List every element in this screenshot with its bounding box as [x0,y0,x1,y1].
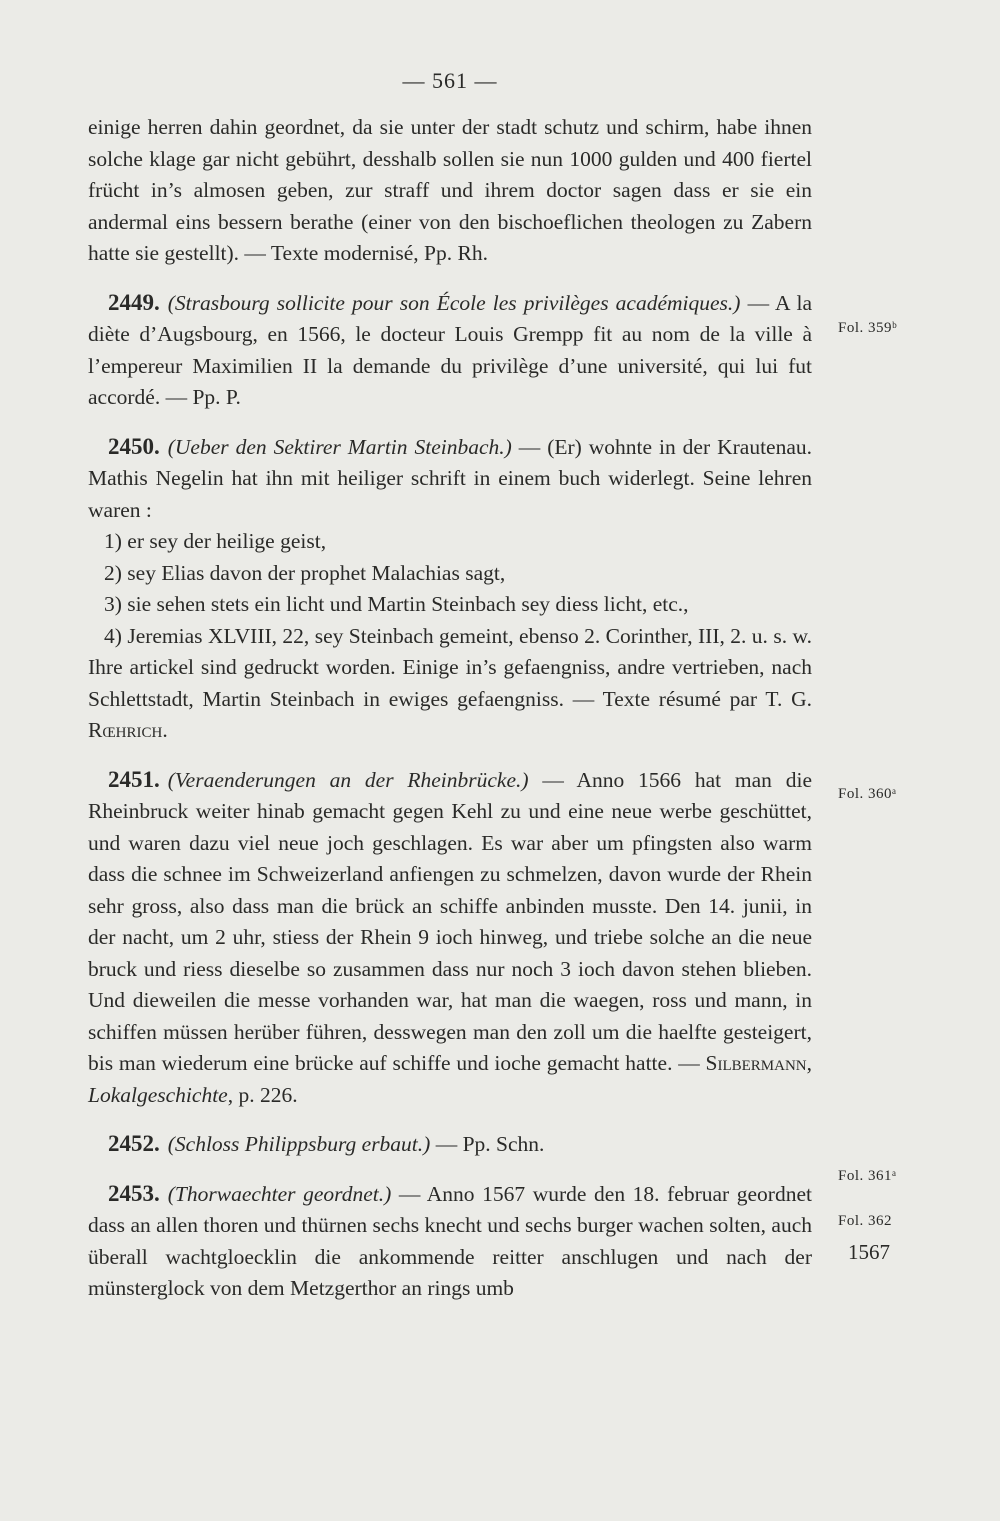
margin-folio-360: Fol. 360ᵃ [838,786,897,802]
author-name: Rœhrich. [88,718,168,742]
list-item-text: 4) Jeremias XLVIII, 22, sey Steinbach gemeint, ebenso 2. Corinther, III, 2. u. s. w. Ihre artickel sind gedruckt worden. Einige in’s gefaengniss, andre vertrieben, nach Schlettstadt, Martin Steinbach in ewiges gefaengniss. — Texte résumé par T. G. [88,623,812,711]
list-item: 2) sey Elias davon der prophet Malachias sagt, [104,560,506,585]
body-text [88,112,812,1305]
margin-folio-359: Fol. 359ᵇ [838,320,898,336]
entry-text: — Anno 1566 hat man die Rheinbruck weiter hinab gemacht gegen Kehl zu und eine neue werbe geschüttet, und waren dazu viel neue joch geschlagen. Es war aber um pfingsten also warm dass die schnee im Schweizerland anfiengen zu schmelzen, davon wurde der Rhein sehr gross, also dass man die brück an schiffe anbinden musste. Den 14. junii, in der nacht, um 2 uhr, stiess der Rhein 9 ioch hinweg, und triebe solche an die neue bruck und riess dieselbe so zusammen dass nur noch 3 ioch davon stehen blieben. Und dieweilen die messe vorhanden war, hat man die waegen, ross und mann, in schiffen müssen herüber führen, desswegen man den zoll um die haelfte gesteigert, bis man wiederum eine brücke auf schiffe und ioche gemacht hatte. — [88,767,813,1075]
margin-folio-362: Fol. 362 [838,1213,893,1229]
entry-2449 [88,287,812,414]
work-title: Lokalgeschichte [88,1082,228,1107]
entry-2450 [88,431,812,527]
entry-title: (Veraenderungen an der Rheinbrücke.) [167,767,529,792]
list-item-4 [88,621,812,747]
entry-2451 [88,764,812,1112]
separator: , [806,1051,812,1075]
entry-number: 2449. [108,289,160,315]
author-name: Silbermann [705,1051,807,1075]
margin-year: 1567 [848,1240,890,1264]
entry-text: — Anno 1567 wurde den 18. februar geordnet dass an allen thoren und thürnen sechs knecht und sechs burger wachen solten, auch überall wachtgloecklin die ankommende reitter anschlugen und nach der münsterglock von dem Metzgerthor an rings umb [88,1181,812,1300]
entry-title: (Strasbourg sollicite pour son École les privilèges académiques.) [167,290,741,315]
page-ref: , p. 226. [227,1082,298,1107]
margin-folio-361: Fol. 361ᵃ [838,1168,897,1184]
entry-text: — (Er) wohnte in der Krautenau. Mathis Negelin hat ihn mit heiliger schrift in einem buch widerlegt. Seine lehren waren : [88,434,812,522]
entry-2453 [88,1178,812,1305]
entry-number: 2453. [108,1180,160,1206]
doctrine-list [88,526,812,621]
entry-title: (Thorwaechter geordnet.) [167,1181,392,1206]
entry-number: 2452. [108,1131,160,1156]
list-item: 1) er sey der heilige geist, [104,529,327,553]
entry-text: — Pp. Schn. [430,1132,545,1156]
intro-paragraph: einige herren dahin geordnet, da sie unter der stadt schutz und schirm, habe ihnen solche klage gar nicht gebührt, desshalb sollen sie nun 1000 gulden und 400 fiertel frücht in’s almosen geben, zur straff und ihrem doctor sagen dass er sie ein andermal eins bessern berathe (einer von den bischoeflichen theologen zu Zabern hatte sie gestellt). — Texte modernisé, Pp. Rh. [88,115,812,265]
entry-title: (Ueber den Sektirer Martin Steinbach.) [167,434,512,459]
entry-text: — A la diète d’Augsbourg, en 1566, le docteur Louis Grempp fit au nom de la ville à l’empereur Maximilien II la demande du privilège d’une université, qui lui fut accordé. — Pp. P. [88,290,812,409]
entry-2452 [88,1128,812,1161]
list-item: 3) sie sehen stets ein licht und Martin Steinbach sey diess licht, etc., [104,592,689,616]
entry-number: 2451. [108,766,160,792]
entry-title: (Schloss Philippsburg erbaut.) [167,1132,431,1156]
page-number: — 561 — [402,68,498,93]
entry-number: 2450. [108,433,160,459]
